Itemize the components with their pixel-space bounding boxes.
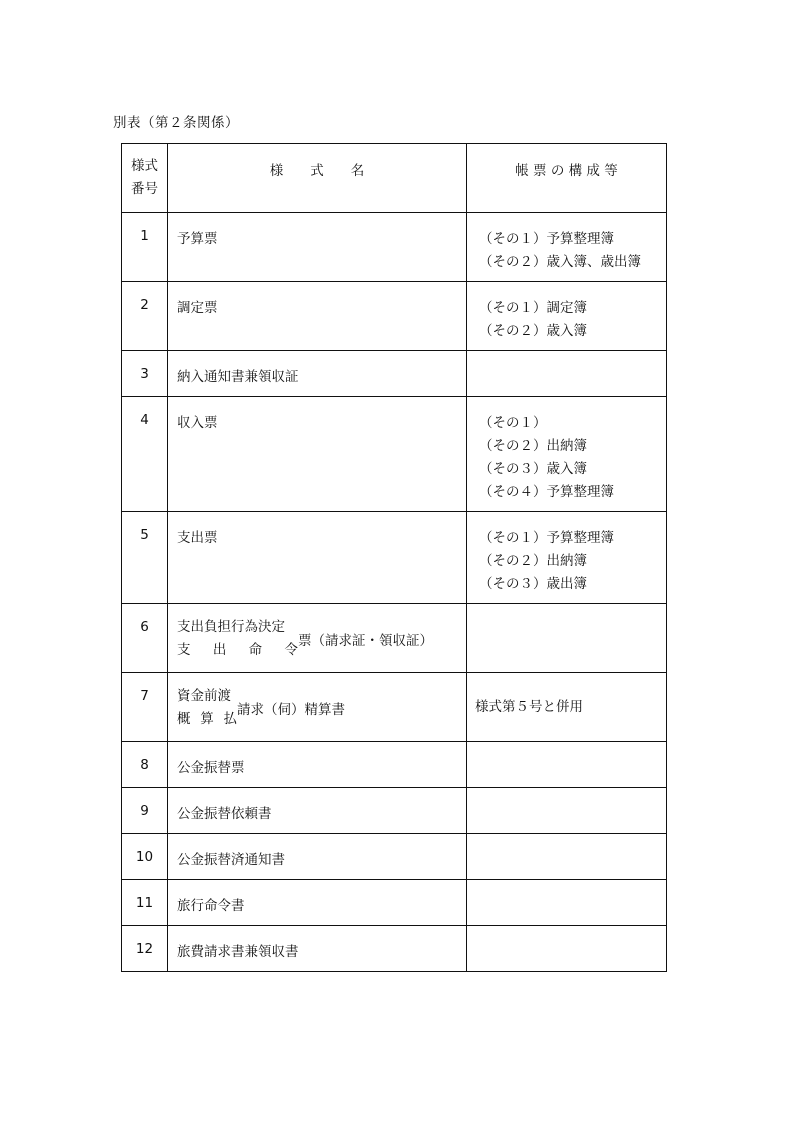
- form-name: [168, 834, 467, 880]
- form-number: 8: [122, 742, 168, 788]
- table-row: [122, 512, 667, 604]
- table-row: [122, 282, 667, 351]
- form-name-text: 収入票: [177, 415, 218, 431]
- form-name-top: 支出負担行為決定: [177, 619, 285, 635]
- header-num-line2: 番号: [131, 181, 158, 197]
- form-name: [168, 673, 467, 742]
- table-row: [122, 834, 667, 880]
- table-row: [122, 880, 667, 926]
- form-number: 12: [122, 926, 168, 972]
- form-name-bottom: 支 出 命 令: [177, 642, 298, 658]
- composition-line: （その１）調定簿: [479, 300, 587, 316]
- table-row: [122, 673, 667, 742]
- table-row: [122, 397, 667, 512]
- composition: [467, 834, 667, 880]
- form-name-pair: [177, 685, 237, 731]
- form-number: 1: [122, 213, 168, 282]
- form-number: 3: [122, 351, 168, 397]
- composition: [467, 880, 667, 926]
- form-name: [168, 213, 467, 282]
- form-number: 10: [122, 834, 168, 880]
- form-number: 11: [122, 880, 168, 926]
- form-name-stack: [177, 616, 466, 662]
- form-number: 4: [122, 397, 168, 512]
- form-name-text: 公金振替済通知書: [177, 852, 285, 868]
- composition-line: （その２）出納簿: [479, 553, 587, 569]
- table-caption: 別表（第２条関係）: [113, 115, 239, 131]
- form-name-text: 旅費請求書兼領収書: [177, 944, 299, 960]
- composition: [467, 351, 667, 397]
- composition: [467, 742, 667, 788]
- form-name-text: 予算票: [177, 231, 218, 247]
- composition-line: （その２）歳入簿、歳出簿: [479, 254, 641, 270]
- header-form-number: [122, 144, 168, 213]
- composition-line: 様式第５号と併用: [475, 699, 583, 715]
- form-name: [168, 604, 467, 673]
- forms-table: [121, 143, 667, 972]
- form-number: 6: [122, 604, 168, 673]
- composition: [467, 282, 667, 351]
- form-name: [168, 351, 467, 397]
- form-name-suffix: 請求（伺）精算書: [237, 702, 345, 718]
- form-name-text: 公金振替票: [177, 760, 245, 776]
- composition-line: （その１）予算整理簿: [479, 530, 614, 546]
- form-name-stack: [177, 685, 466, 731]
- header-form-name-text: 様 式 名: [269, 163, 365, 179]
- table-row: [122, 351, 667, 397]
- header-num-line1: 様式: [131, 158, 158, 174]
- form-name: [168, 397, 467, 512]
- form-name: [168, 788, 467, 834]
- form-name-text: 納入通知書兼領収証: [177, 369, 299, 385]
- composition-line: （その４）予算整理簿: [479, 484, 614, 500]
- table-row: [122, 213, 667, 282]
- composition-line: （その１）: [479, 415, 547, 431]
- form-name-top: 資金前渡: [177, 688, 231, 704]
- header-composition: [467, 144, 667, 213]
- composition: [467, 213, 667, 282]
- form-name-bottom: 概 算 払: [177, 711, 237, 727]
- form-number: 9: [122, 788, 168, 834]
- table-row: [122, 742, 667, 788]
- table-row: [122, 926, 667, 972]
- table-row: [122, 604, 667, 673]
- form-name-pair: [177, 616, 298, 662]
- composition: [467, 397, 667, 512]
- composition-line: （その３）歳入簿: [479, 461, 587, 477]
- form-name: [168, 512, 467, 604]
- form-name: [168, 926, 467, 972]
- form-name-text: 調定票: [177, 300, 218, 316]
- header-form-name: [168, 144, 467, 213]
- composition: [467, 673, 667, 742]
- form-name: [168, 282, 467, 351]
- form-name: [168, 880, 467, 926]
- composition: [467, 926, 667, 972]
- header-composition-text: 帳 票 の 構 成 等: [515, 163, 618, 179]
- form-name-text: 公金振替依頼書: [177, 806, 272, 822]
- form-number: 5: [122, 512, 168, 604]
- composition: [467, 788, 667, 834]
- composition: [467, 604, 667, 673]
- form-name-suffix: 票（請求証・領収証）: [298, 633, 433, 649]
- form-number: 2: [122, 282, 168, 351]
- composition-line: （その２）歳入簿: [479, 323, 587, 339]
- composition-line: （その３）歳出簿: [479, 576, 587, 592]
- form-name-text: 旅行命令書: [177, 898, 245, 914]
- header-row: [122, 144, 667, 213]
- composition: [467, 512, 667, 604]
- form-name: [168, 742, 467, 788]
- form-name-text: 支出票: [177, 530, 218, 546]
- form-number: 7: [122, 673, 168, 742]
- composition-line: （その２）出納簿: [479, 438, 587, 454]
- table-row: [122, 788, 667, 834]
- composition-line: （その１）予算整理簿: [479, 231, 614, 247]
